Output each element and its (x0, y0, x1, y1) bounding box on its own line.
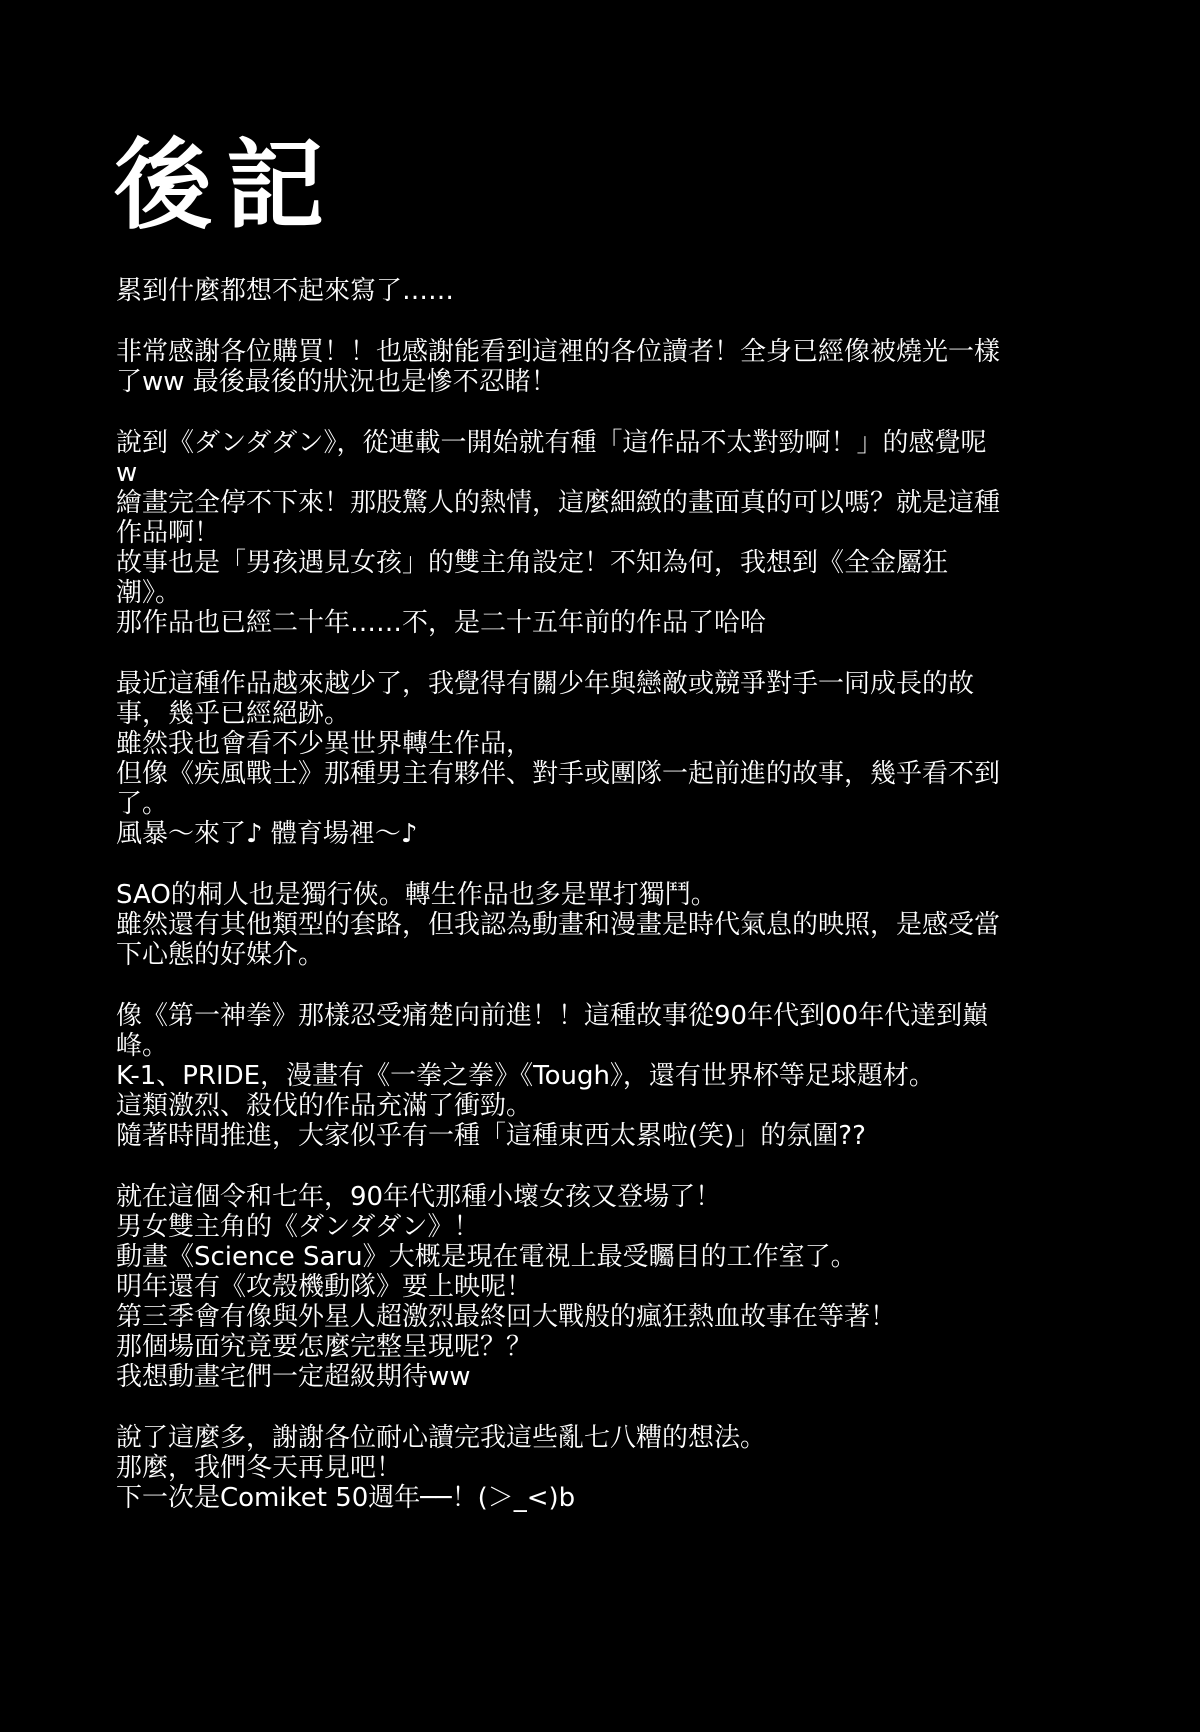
paragraph (116, 669, 1076, 849)
text-line: 說了這麼多，謝謝各位耐心讀完我這些亂七八糟的想法。 (116, 1423, 767, 1453)
text-line: 就在這個令和七年，90年代那種小壞女孩又登場了！ (116, 1182, 722, 1212)
text-line: 明年還有《攻殼機動隊》要上映呢！ (116, 1272, 533, 1302)
text-line: 下心態的好媒介。 (116, 940, 325, 970)
text-line: 這類激烈、殺伐的作品充滿了衝勁。 (116, 1091, 533, 1121)
text-line: 風暴～來了♪ 體育場裡～♪ (116, 819, 418, 849)
text-line: 最近這種作品越來越少了，我覺得有關少年與戀敵或競爭對手一同成長的故 (116, 669, 975, 699)
text-line: 那麼，我們冬天再見吧！ (116, 1453, 403, 1483)
paragraph (116, 1001, 1076, 1151)
text-line: 作品啊！ (116, 518, 221, 548)
text-line: 我想動畫宅們一定超級期待ww (116, 1362, 471, 1392)
text-line: 像《第一神拳》那樣忍受痛楚向前進！！這種故事從90年代到00年代達到巔 (116, 1001, 989, 1031)
text-line: w (116, 458, 138, 488)
text-line: 說到《ダンダダン》，從連載一開始就有種「這作品不太對勁啊！」的感覺呢 (116, 428, 987, 458)
text-line: 那個場面究竟要怎麼完整呈現呢？？ (116, 1332, 533, 1362)
text-line: SAO的桐人也是獨行俠。轉生作品也多是單打獨鬥。 (116, 880, 717, 910)
text-line: 了ww 最後最後的狀況也是慘不忍睹！ (116, 367, 557, 397)
text-line: 非常感謝各位購買！！也感謝能看到這裡的各位讀者！全身已經像被燒光一樣 (116, 337, 1001, 367)
text-line: 峰。 (116, 1031, 169, 1061)
text-line: 動畫《Science Saru》大概是現在電視上最受矚目的工作室了。 (116, 1242, 857, 1272)
text-line: 繪畫完全停不下來！那股驚人的熱情，這麼細緻的畫面真的可以嗎？就是這種 (116, 488, 1001, 518)
text-line: 第三季會有像與外星人超激烈最終回大戰般的瘋狂熱血故事在等著！ (116, 1302, 897, 1332)
text-line: 故事也是「男孩遇見女孩」的雙主角設定！不知為何，我想到《全金屬狂 (116, 548, 949, 578)
text-line: 隨著時間推進，大家似乎有一種「這種東西太累啦(笑)」的氛圍?? (116, 1121, 866, 1151)
text-line: K-1、PRIDE，漫畫有《一拳之拳》《Tough》，還有世界杯等足球題材。 (116, 1061, 935, 1091)
text-line: 潮》。 (116, 578, 182, 608)
paragraph (116, 337, 1076, 397)
text-line: 了。 (116, 789, 169, 819)
text-line: 雖然我也會看不少異世界轉生作品， (116, 729, 533, 759)
paragraph (116, 276, 1076, 306)
text-line: 雖然還有其他類型的套路，但我認為動畫和漫畫是時代氣息的映照，是感受當 (116, 910, 1001, 940)
paragraph (116, 880, 1076, 970)
afterword-body (116, 276, 1076, 1544)
text-line: 累到什麼都想不起來寫了…… (116, 276, 455, 306)
text-line: 下一次是Comiket 50週年──！(＞_<)b (116, 1483, 576, 1513)
paragraph (116, 1423, 1076, 1513)
text-line: 那作品也已經二十年……不，是二十五年前的作品了哈哈 (116, 608, 767, 638)
text-line: 男女雙主角的《ダンダダン》！ (116, 1212, 480, 1242)
paragraph (116, 428, 1076, 638)
text-line: 事，幾乎已經絕跡。 (116, 699, 351, 729)
page-title: 後記 (114, 129, 339, 243)
paragraph (116, 1182, 1076, 1392)
text-line: 但像《疾風戰士》那種男主有夥伴、對手或團隊一起前進的故事，幾乎看不到 (116, 759, 1001, 789)
